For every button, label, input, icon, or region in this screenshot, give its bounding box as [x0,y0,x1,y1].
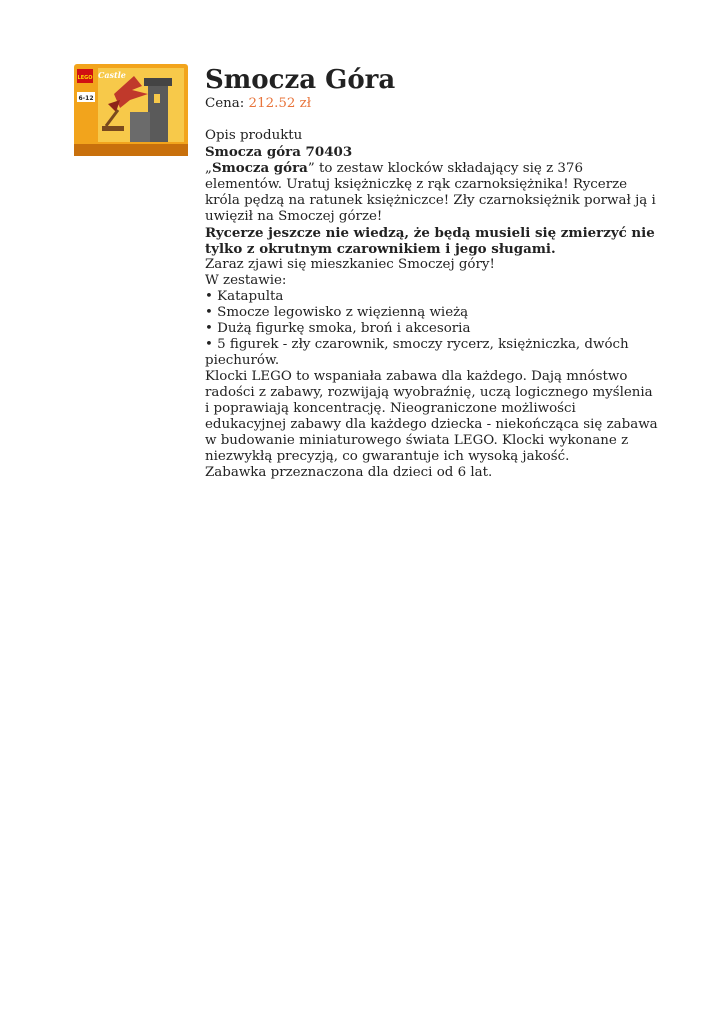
description-closing: Klocki LEGO to wspaniała zabawa dla każdego. Dają mnóstwo radości z zabawy, rozwijają wyobraźnię, uczą logicznego myślenia i poprawiają koncentrację. Nieograniczone możliwości edukacyjnej zabawy dla każdego dziecka - niekończąca się zabawa w budowanie miniaturowego świata LEGO. Klocki wykonane z niezwykłą precyzją, co gwarantuje ich wysoką jakość. [205,369,658,464]
lego-logo-text: LEGO [77,75,93,81]
age-note: Zabawka przeznaczona dla dzieci od 6 lat. [205,465,493,480]
description-line1: Zaraz zjawi się mieszkaniec Smoczej góry! [205,257,495,272]
intro-rest: ” to zestaw klocków składający się z 376 elementów. Uratuj księżniczkę z rąk czarnoksiężnika! Rycerze króla pędzą na ratunek księżniczce! Zły czarnoksiężnik porwał ją i uwięził na Smoczej górze! [205,161,656,224]
description-bold-paragraph: Rycerze jeszcze nie wiedzą, że będą musieli się zmierzyć nie tylko z okrutnym czarownikiem i jego sługami. [205,225,655,257]
intro-quote-open: „ [205,161,212,176]
product-title: Smocza Góra [205,65,396,95]
intro-bold: Smocza góra [211,160,308,176]
set-item: • Dużą figurkę smoka, broń i akcesoria [205,321,471,336]
price-line [205,96,660,112]
spacer [205,112,660,128]
product-content [205,64,660,481]
price-value: 212.52 zł [248,96,312,111]
castle-wall [130,112,150,142]
description-intro [205,160,660,225]
description-heading: Opis produktu [205,128,303,143]
castle-tower [148,82,168,142]
theme-logo-text: Castle [98,70,126,80]
set-intro: W zestawie: [205,273,287,288]
castle-window [154,94,160,103]
age-badge-text: 6-12 [78,95,94,102]
description-subtitle: Smocza góra 70403 [205,144,353,160]
catapult-base [102,126,124,131]
product-image [74,64,188,156]
set-item: • Smocze legowisko z więzienną wieżą [205,305,469,320]
box-bottom-strip [74,144,188,156]
price-label: Cena: [205,96,249,111]
product-box-illustration [74,64,188,156]
set-item: • 5 figurek - zły czarownik, smoczy rycerz, księżniczka, dwóch piechurów. [205,337,629,368]
castle-battlement [144,78,172,86]
set-items-list [205,289,660,369]
set-item: • Katapulta [205,289,284,304]
